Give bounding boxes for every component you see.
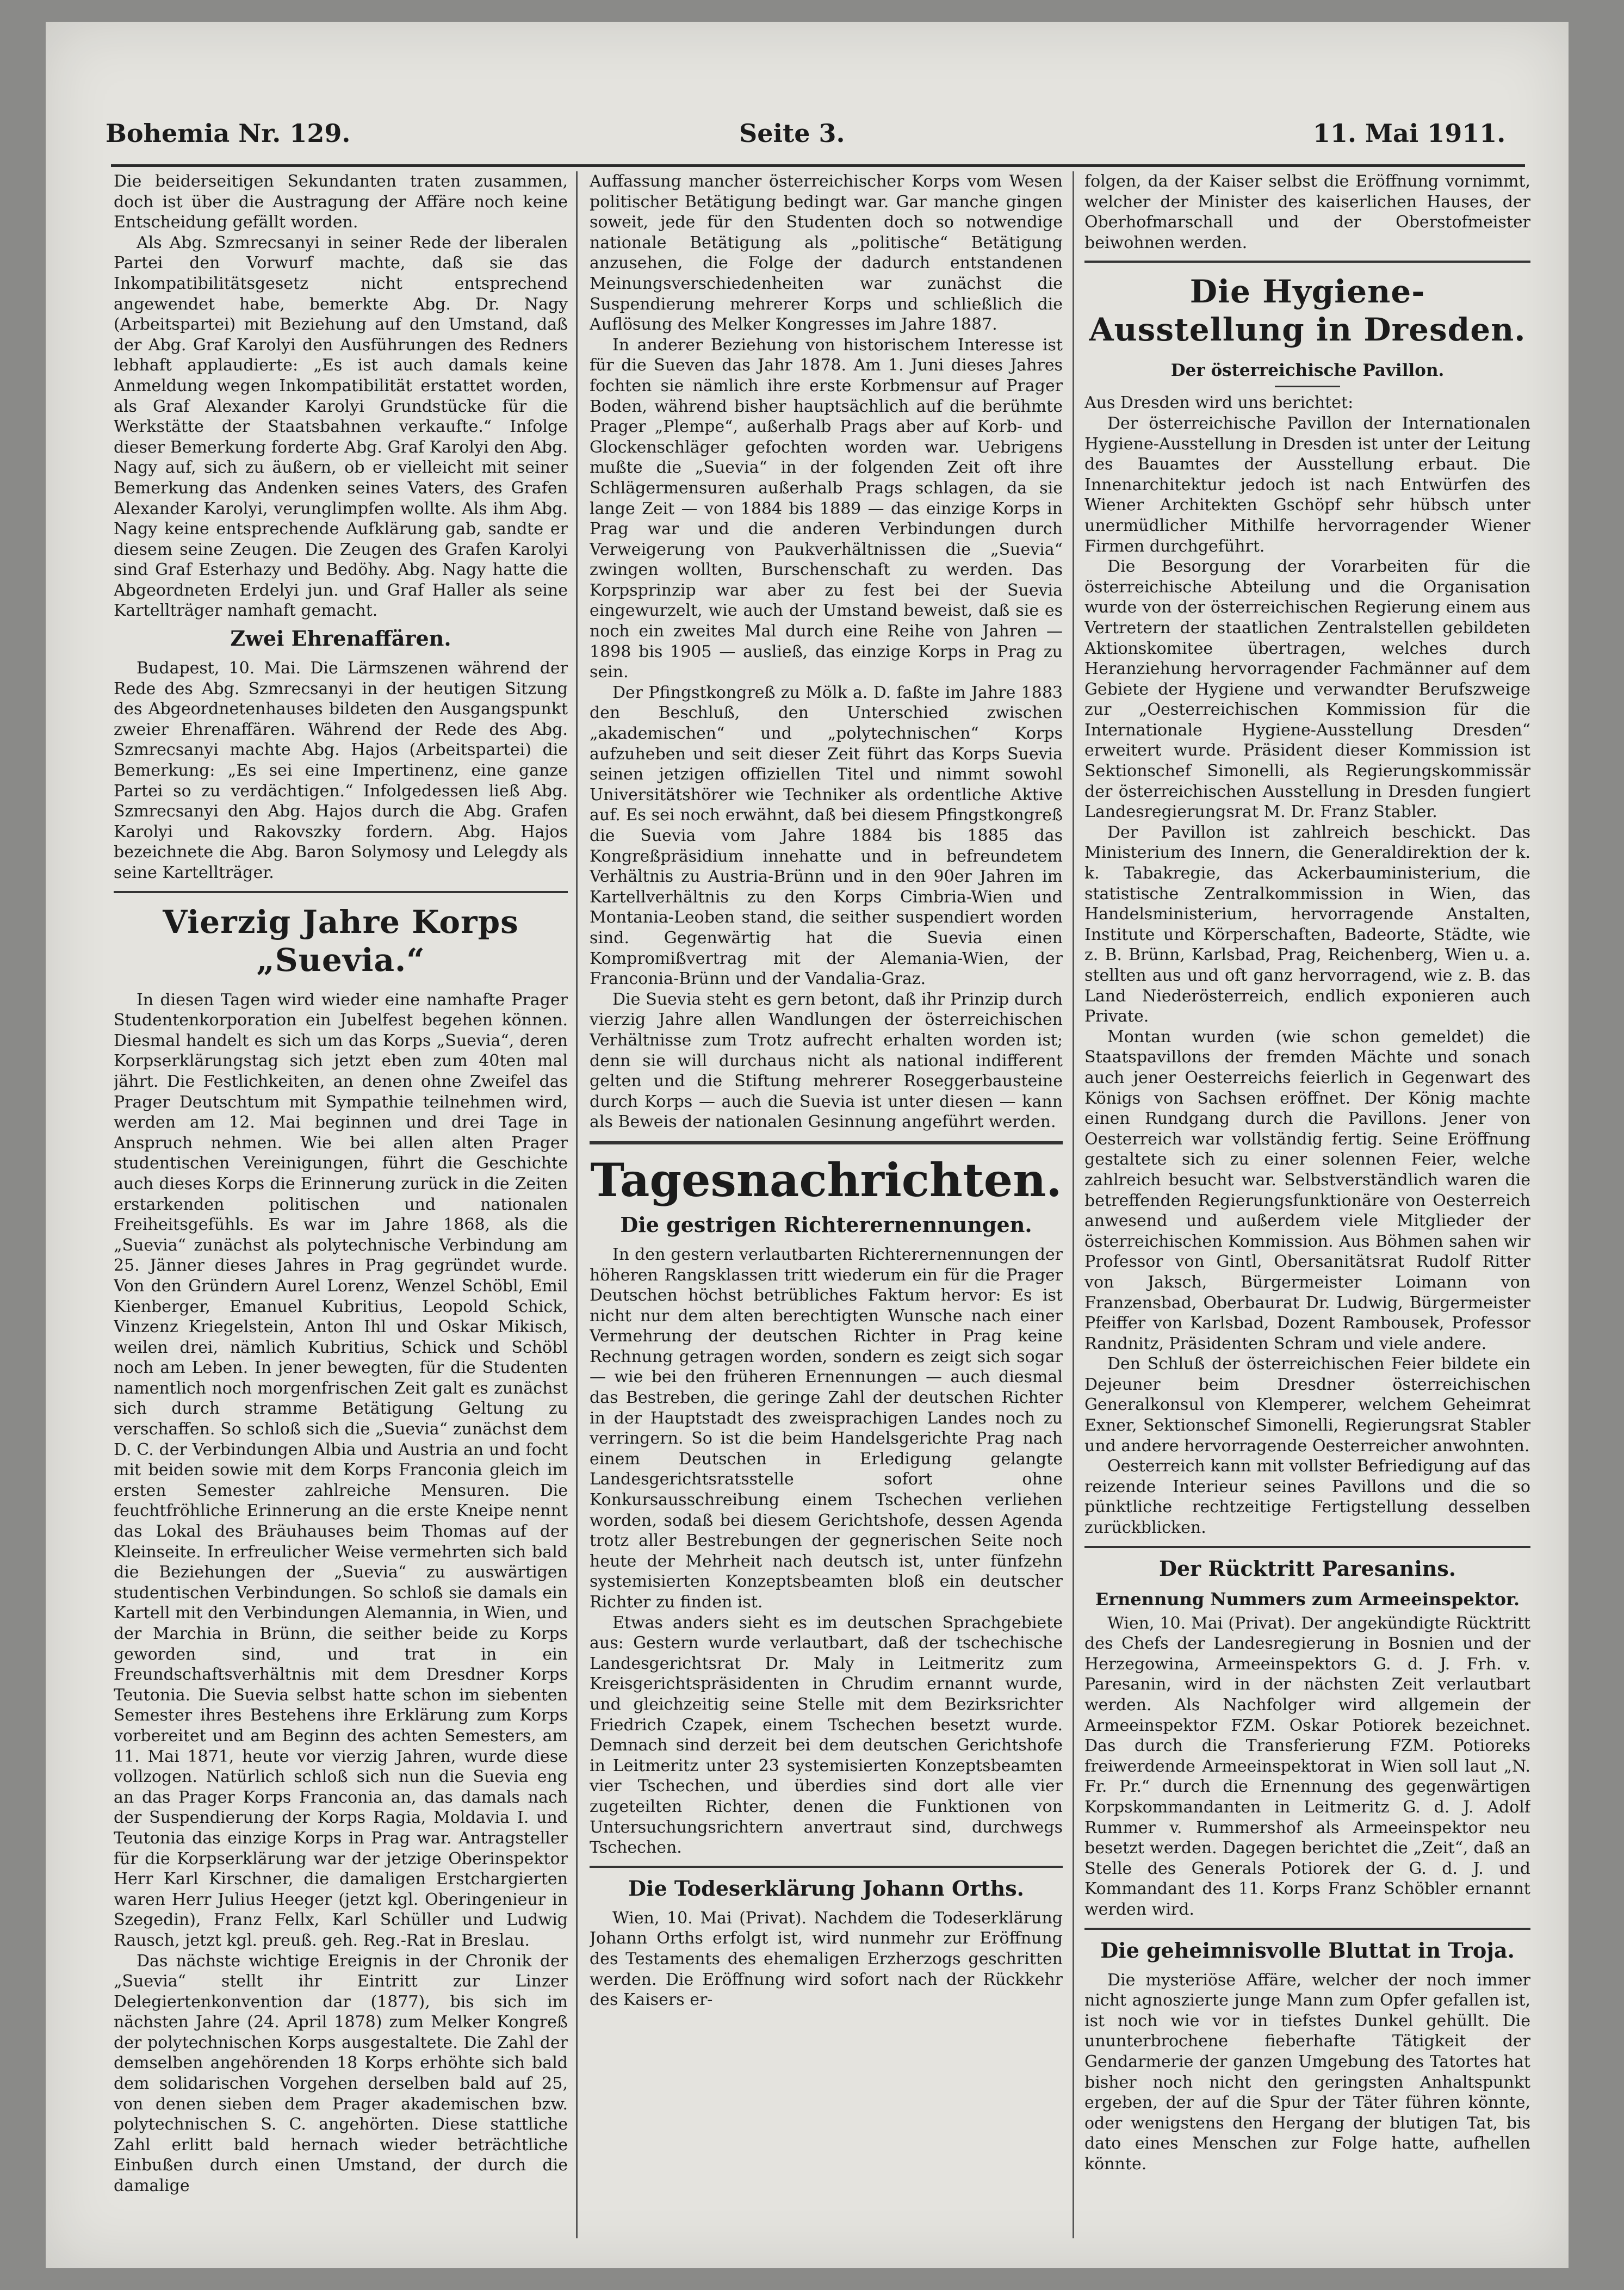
article-paragraph: Budapest, 10. Mai. Die Lärmszenen während der Rede des Abg. Szmrecsanyi in der heutigen Sitzung des Abgeordnetenhauses bildeten den Ausgangspunkt zweier Ehrenaffären. Während der Rede des Abg. Szmrecsanyi machte Abg. Hajos (Arbeitspartei) die Bemerkung: „Es sei eine Impertinenz, eine ganze Partei so zu verdächtigen.“ Infolgedessen ließ Abg. Szmrecsanyi den Abg. Hajos durch die Abg. Grafen Karolyi und Rakovszky fordern. Abg. Hajos bezeichnete die Abg. Baron Solymosy und Lelegdy als seine Kartellträger.	[114, 659, 568, 882]
newspaper-page	[46, 22, 1569, 2268]
article-heading-troja: Die geheimnisvolle Bluttat in Troja.	[1100, 1938, 1515, 1963]
article-paragraph: Wien, 10. Mai (Privat). Nachdem die Todeserklärung Johann Orths erfolgt ist, wird nunmehr zur Eröffnung des Testaments des ehemaligen Erzherzogs geschritten werden. Die Eröffnung wird sofort nach der Rückkehr des Kaisers er-	[590, 1908, 1063, 2010]
section-heading-tagesnachrichten: Tagesnachrichten.	[590, 1153, 1062, 1207]
article-paragraph: Auffassung mancher österreichischer Korps vom Wesen politischer Betätigung bedingt war. Gar manche gingen soweit, jede für den Studenten doch so notwendige nationale Betätigung als „politische“ Betätigung anzusehen, die Folge der dadurch entstandenen Meinungsverschiedenheiten war zunächst die Suspendierung mehrerer Korps und schließlich die Auflösung des Melker Kongresses im Jahre 1887.	[590, 172, 1063, 335]
article-heading-ehrenaffaeren: Zwei Ehrenaffären.	[230, 626, 451, 651]
article-paragraph: Wien, 10. Mai (Privat). Der angekündigte Rücktritt des Chefs der Landesregierung in Bosnien und der Herzegowina, Armeeinspektors G. d. J. Frh. v. Paresanin, wird in der nächsten Zeit verlautbart werden. Als Nachfolger wird allgemein der Armeeinspektor FZM. Oskar Potiorek bezeichnet. Das durch die Transferierung FZM. Potioreks freiwerdende Armeeinspektorat in Wien soll laut „N. Fr. Pr.“ durch die Ernennung des gegenwärtigen Korpskommandanten in Leitmeritz G. d. J. Adolf Rummer v. Rummershof als Armeeinspektor neu besetzt werden. Dagegen berichtet die „Zeit“, daß an Stelle des Generals Potiorek der G. d. J. und Kommandant des 11. Korps Franz Schöbler ernannt werden wird.	[1084, 1613, 1530, 1919]
article-paragraph: Als Abg. Szmrecsanyi in seiner Rede der liberalen Partei den Vorwurf machte, daß sie das Inkompatibilitätsgesetz nicht entsprechend angewendet habe, bemerkte Abg. Dr. Nagy (Arbeitspartei) mit Beziehung auf den Umstand, daß der Abg. Graf Karolyi den Ausführungen des Redners lebhaft applaudierte: „Es ist auch damals keine Anmeldung wegen Inkompatibilität erstattet worden, als Graf Alexander Karolyi Grundstücke für die Werkstätte der Staatsbahnen verkaufte.“ Infolge dieser Bemerkung forderte Abg. Graf Karolyi den Abg. Nagy auf, sich zu äußern, ob er vielleicht mit seiner Bemerkung das Andenken seines Vaters, des Grafen Alexander Karolyi, verunglimpfen wollte. Als ihm Abg. Nagy keine entsprechende Aufklärung gab, sandte er diesem seine Zeugen. Die Zeugen des Grafen Karolyi sind Graf Esterhazy und Bedöhy. Abg. Nagy hatte die Abgeordneten Erdelyi jun. und Graf Haller als seine Kartellträger namhaft gemacht.	[114, 233, 568, 621]
article-paragraph: Die mysteriöse Affäre, welcher der noch immer nicht agnoszierte junge Mann zum Opfer gefallen ist, ist noch wie vor in tiefstes Dunkel gehüllt. Die ununterbrochene fieberhafte Tätigkeit der Gendarmerie der ganzen Umgebung des Tatortes hat bisher noch nicht den geringsten Anhaltspunkt ergeben, der auf die Spur der Täter führen könnte, oder wenigstens den Hergang der blutigen Tat, bis dato eines Menschen zur Folge hatte, aufhellen könnte.	[1084, 1970, 1530, 2174]
short-rule	[1275, 386, 1340, 387]
article-heading-orth: Die Todeserklärung Johann Orths.	[628, 1876, 1024, 1901]
article-paragraph: Die beiderseitigen Sekundanten traten zusammen, doch ist über die Austragung der Affäre noch keine Entscheidung gefällt worden.	[114, 172, 568, 232]
article-paragraph: In diesen Tagen wird wieder eine namhafte Prager Studentenkorporation ein Jubelfest begehen können. Diesmal handelt es sich um das Korps „Suevia“, deren Korpserklärungstag sich jetzt eben zum 40ten mal jährt. Die Festlichkeiten, an denen ohne Zweifel das Prager Deutschtum mit Sympathie teilnehmen wird, werden am 12. Mai beginnen und drei Tage in Anspruch nehmen. Wie bei allen alten Prager studentischen Vereinigungen, führt die Geschichte auch dieses Korps die Erinnerung zurück in die Zeiten erstarkenden politischen und nationalen Freiheitsgefühls. Es war im Jahre 1868, als die „Suevia“ zunächst als polytechnische Verbindung am 25. Jänner dieses Jahres in Prag gegründet wurde. Von den Gründern Aurel Lorenz, Wenzel Schöbl, Emil Kienberger, Emanuel Kubritius, Leopold Schick, Vinzenz Kriegelstein, Anton Ihl und Oskar Mikisch, weilen drei, nämlich Kubritius, Schick und Schöbl noch am Leben. In jener bewegten, für die Studenten namentlich noch morgenfrischen Zeit galt es zunächst sich durch stramme Betätigung Geltung zu verschaffen. So schloß sich die „Suevia“ zunächst dem D. C. der Verbindungen Albia und Austria an und focht mit beiden sowie mit dem Korps Franconia gleich im ersten Semester zahlreiche Mensuren. Die feuchtfröhliche Erinnerung an die erste Kneipe nennt das Lokal des Bräuhauses beim Thomas auf der Kleinseite. In erfreulicher Weise vermehrten sich bald die Beziehungen der „Suevia“ zu auswärtigen studentischen Verbindungen. So schloß sie damals ein Kartell mit den Verbindungen Alemannia, in Wien, und der Marchia in Brünn, die seither beide zu Korps geworden sind, und trat in ein Freundschaftsverhältnis mit dem Dresdner Korps Teutonia. Die Suevia selbst hatte schon im siebenten Semester ihres Bestehens ihre Erklärung zum Korps vorbereitet und am Beginn des achten Semesters, am 11. Mai 1871, heute vor vierzig Jahren, wurde diese vollzogen. Natürlich schloß sich nun die Suevia eng an das Prager Korps Franconia an, das damals nach der Suspendierung der Korps Ragia, Moldavia I. und Teutonia das einzige Korps in Prag war. Antragsteller für die Korpserklärung war der jetzige Oberinspektor Herr Karl Kirschner, die damaligen Erstchargierten waren Herr Julius Heeger (jetzt kgl. Oberingenieur in Szegedin), Franz Fellx, Karl Schüller und Ludwig Rausch, jetzt kgl. preuß. geh. Reg.-Rat in Breslau.	[114, 990, 568, 1950]
article-separator	[590, 1866, 1063, 1868]
article-heading-suevia: Vierzig Jahre Korps „Suevia.“	[163, 903, 519, 979]
column-divider-2	[1073, 171, 1074, 2238]
column-3	[1084, 171, 1530, 2268]
article-paragraph: In anderer Beziehung von historischem Interesse ist für die Sueven das Jahr 1878. Am 1. Juni dieses Jahres fochten sie nämlich ihre erste Korbmensur auf Prager Boden, während bisher hauptsächlich auf die berühmte Prager „Plempe“, außerhalb Prags aber auf Korb- und Glockenschläger gefochten worden war. Uebrigens mußte die „Suevia“ in der folgenden Zeit oft ihre Schlägermensuren außerhalb Prags schlagen, da sie lange Zeit — von 1884 bis 1889 — das einzige Korps in Prag war und die anderen Verbindungen durch Verweigerung von Paukverhältnissen die „Suevia“ zwingen wollten, Burschenschaft zu werden. Das Korpsprinzip war aber zu fest bei der Suevia eingewurzelt, wie auch der Umstand beweist, daß sie es noch ein zweites Mal durch eine Reihe von Jahren — 1898 bis 1905 — ausließ, das einzige Korps in Prag zu sein.	[590, 335, 1063, 682]
page-header	[46, 113, 1506, 162]
section-separator	[590, 1141, 1063, 1144]
column-divider-1	[576, 171, 578, 2238]
header-date: 11. Mai 1911.	[1313, 119, 1506, 148]
article-paragraph: Der österreichische Pavillon der Internationalen Hygiene-Ausstellung in Dresden ist unter der Leitung des Bauamtes der Ausstellung erbaut. Die Innenarchitektur jedoch ist nach Entwürfen des Wiener Architekten Gschöpf sehr hübsch unter unermüdlicher Mithilfe hervorragender Wiener Firmen durchgeführt.	[1084, 413, 1530, 556]
article-paragraph: Der Pavillon ist zahlreich beschickt. Das Ministerium des Innern, die Generaldirektion der k. k. Tabakregie, das Ackerbauministerium, die statistische Zentralkommission in Wien, das Handelsministerium, hervorragende Anstalten, Institute und Körperschaften, Badeorte, Städte, wie z. B. Brünn, Karlsbad, Prag, Reichenberg, Wien u. a. stellten aus und oft ganz hervorragend, wie z. B. das Land Niederösterreich, endlich exponieren auch Private.	[1084, 822, 1530, 1026]
article-paragraph: Montan wurden (wie schon gemeldet) die Staatspavillons der fremden Mächte und sonach auch jener Oesterreichs feierlich in Gegenwart des Königs von Sachsen eröffnet. Der König machte einen Rundgang durch die Pavillons. Jener von Oesterreich war vollständig fertig. Seine Eröffnung gestaltete sich zu einer solennen Feier, welche zahlreich besucht war. Selbstverständlich waren die betreffenden Regierungsfunktionäre von Oesterreich anwesend und außerdem viele Mitglieder der österreichischen Kommission. Aus Böhmen sahen wir Professor von Gintl, Obersanitätsrat Rudolf Ritter von Jaksch, Bürgermeister Loimann von Franzensbad, Oberbaurat Dr. Ludwig, Bürgermeister Pfeiffer von Karlsbad, Dozent Rambousek, Professor Randnitz, Präsidenten Schram und viele andere.	[1084, 1027, 1530, 1353]
column-1	[114, 171, 568, 2268]
article-paragraph: In den gestern verlautbarten Richterernennungen der höheren Rangsklassen tritt wiederum ein für die Prager Deutschen höchst betrübliches Faktum hervor: Es ist nicht nur dem alten berechtigten Wunsche nach einer Vermehrung der deutschen Richter in Prag keine Rechnung getragen worden, sondern es zeigt sich sogar — wie bei den früheren Ernennungen — auch diesmal das Bestreben, die geringe Zahl der deutschen Richter in der Hauptstadt des zweisprachigen Landes noch zu verringern. So ist die beim Handelsgerichte Prag nach einem Deutschen in Erledigung gelangte Landesgerichtsratsstelle sofort ohne Konkursausschreibung einem Tschechen verliehen worden, sodaß bei diesem Gerichtshofe, dessen Agenda trotz aller Bestrebungen der gegnerischen Seite noch heute der Mehrheit nach deutsch ist, unter fünfzehn systemisierten Konzeptsbeamten bloß ein deutscher Richter zu finden ist.	[590, 1245, 1063, 1612]
article-dateline: Aus Dresden wird uns berichtet:	[1084, 393, 1354, 413]
column-2	[590, 171, 1063, 2268]
article-paragraph: Den Schluß der österreichischen Feier bildete ein Dejeuner beim Dresdner österreichischen Generalkonsul von Klemperer, welchem Geheimrat Exner, Sektionschef Simonelli, Regierungsrat Stabler und andere hervorragende Oesterreicher anwohnten.	[1084, 1354, 1530, 1456]
article-separator	[114, 891, 568, 893]
article-paragraph: folgen, da der Kaiser selbst die Eröffnung vornimmt, welcher der Minister des kaiserlichen Hauses, der Oberhofmarschall und der Oberstofmeister beiwohnen werden.	[1084, 172, 1530, 252]
header-page-number: Seite 3.	[739, 119, 845, 148]
article-paragraph: Das nächste wichtige Ereignis in der Chronik der „Suevia“ stellt ihr Eintritt zur Linzer Delegiertenkonvention dar (1877), bis sich im nächsten Jahre (24. April 1878) zum Melker Kongreß der polytechnischen Korps ausgestaltete. Die Zahl der demselben angehörenden 18 Korps erhöhte sich bald dem solidarischen Vorgehen derselben bald auf 25, von denen sieben dem Prager akademischen bzw. polytechnischen S. C. angehörten. Diese stattliche Zahl erlitt bald hernach wieder beträchtliche Einbußen durch einen Umstand, der durch die damalige	[114, 1951, 568, 2196]
article-separator	[1084, 1546, 1530, 1548]
article-separator	[1084, 261, 1530, 263]
header-issue: Bohemia Nr. 129.	[106, 119, 351, 148]
article-heading-hygiene: Die Hygiene-Ausstellung in Dresden.	[1089, 273, 1526, 349]
article-subheading-nummer: Ernennung Nummers zum Armeeinspektor.	[1095, 1588, 1520, 1610]
article-paragraph: Oesterreich kann mit vollster Befriedigung auf das reizende Interieur seines Pavillons und die so pünktliche rechtzeitige Fertigstellung desselben zurückblicken.	[1084, 1457, 1530, 1538]
article-subheading-pavillon: Der österreichische Pavillon.	[1170, 361, 1445, 381]
article-paragraph: Die Suevia steht es gern betont, daß ihr Prinzip durch vierzig Jahre allen Wandlungen der österreichischen Verhältnisse zum Trotz aufrecht erhalten worden ist; denn sie will durchaus nicht als national indifferent gelten und die Stiftung mehrerer Roseggerbausteine durch Korps — auch die Suevia ist unter diesen — kann als Beweis der nationalen Gesinnung angeführt werden.	[590, 989, 1063, 1132]
article-separator	[1084, 1928, 1530, 1930]
article-paragraph: Der Pfingstkongreß zu Mölk a. D. faßte im Jahre 1883 den Beschluß, den Unterschied zwischen „akademischen“ und „polytechnischen“ Korps aufzuheben und seit dieser Zeit führt das Korps Suevia seinen jetzigen offiziellen Titel und nimmt sowohl Universitätshörer wie Techniker als ordentliche Aktive auf. Es sei noch erwähnt, daß bei diesem Pfingstkongreß die Suevia vom Jahre 1884 bis 1885 das Kongreßpräsidium innehatte und in befreundetem Verhältnis zu Austria-Brünn und in den 90er Jahren im Kartellverhältnis zu den Korps Cimbria-Wien und Montania-Leoben stand, die seither suspendiert worden sind. Gegenwärtig hat die Suevia einen Kompromißvertrag mit der Alemania-Wien, der Franconia-Brünn und der Vandalia-Graz.	[590, 683, 1063, 989]
article-heading-paresanin: Der Rücktritt Paresanins.	[1158, 1556, 1456, 1581]
article-paragraph: Die Besorgung der Vorarbeiten für die österreichische Abteilung und die Organisation wurde von der österreichischen Regierung einem aus Vertretern der staatlichen Zentralstellen gebildeten Aktionskomitee übertragen, welches durch Heranziehung hervorragender Fachmänner auf dem Gebiete der Hygiene und verwandter Berufszweige zur „Oesterreichischen Kommission für die Internationale Hygiene-Ausstellung Dresden“ erweitert wurde. Präsident dieser Kommission ist Sektionschef Simonelli, als Regierungskommissär der österreichischen Ausstellung in Dresden fungiert Landesregierungsrat M. Dr. Franz Stabler.	[1084, 557, 1530, 822]
article-paragraph: Etwas anders sieht es im deutschen Sprachgebiete aus: Gestern wurde verlautbart, daß der tschechische Landesgerichtsrat Dr. Maly in Leitmeritz zum Kreisgerichtspräsidenten in Chrudim ernannt wurde, und gleichzeitig seine Stelle mit dem Bezirksrichter Friedrich Czapek, einem Tschechen besetzt wurde. Demnach sind derzeit bei dem deutschen Gerichtshofe in Leitmeritz unter 23 systemisierten Konzeptsbeamten vier Tschechen, und überdies sind dort alle vier zugeteilten Richter, denen die Funktionen von Untersuchungsrichtern anvertraut sind, durchwegs Tschechen.	[590, 1613, 1063, 1858]
header-rule	[111, 164, 1525, 167]
article-heading-richterernennungen: Die gestrigen Richterernennungen.	[620, 1212, 1032, 1237]
